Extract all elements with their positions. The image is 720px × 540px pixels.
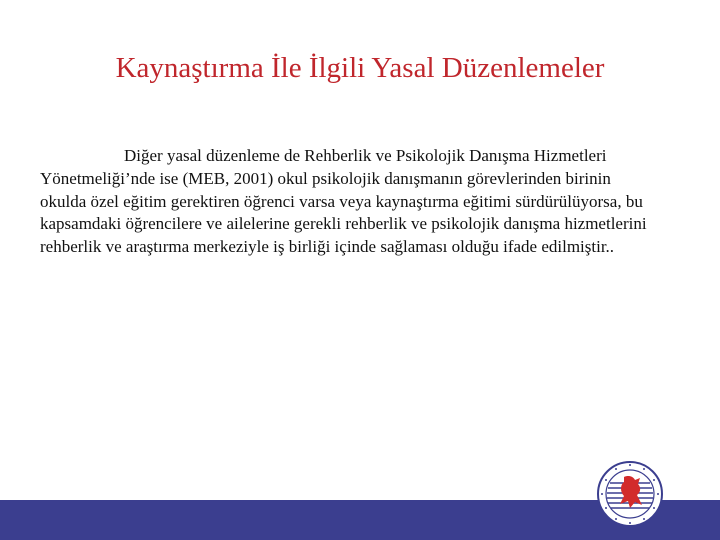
slide-body: [40, 145, 660, 259]
slide-title-text: Kaynaştırma İle İlgili Yasal Düzenlemeler: [115, 52, 605, 84]
slide-title: [0, 50, 720, 86]
university-seal-icon: [597, 461, 663, 527]
body-paragraph: Diğer yasal düzenleme de Rehberlik ve Psikolojik Danışma Hizmetleri Yönetmeliği’nde ise (MEB, 2001) okul psikolojik danışmanın görevlerinden birinin okulda özel eğitim gerektiren öğrenci varsa veya kaynaştırma eğitimi sürdürülüyorsa, bu kapsamdaki öğrencilere ve ailelerine gerekli rehberlik ve psikolojik danışma hizmetlerini rehberlik ve araştırma merkeziyle iş birliği içinde sağlaması olduğu ifade edilmiştir..: [40, 146, 647, 257]
